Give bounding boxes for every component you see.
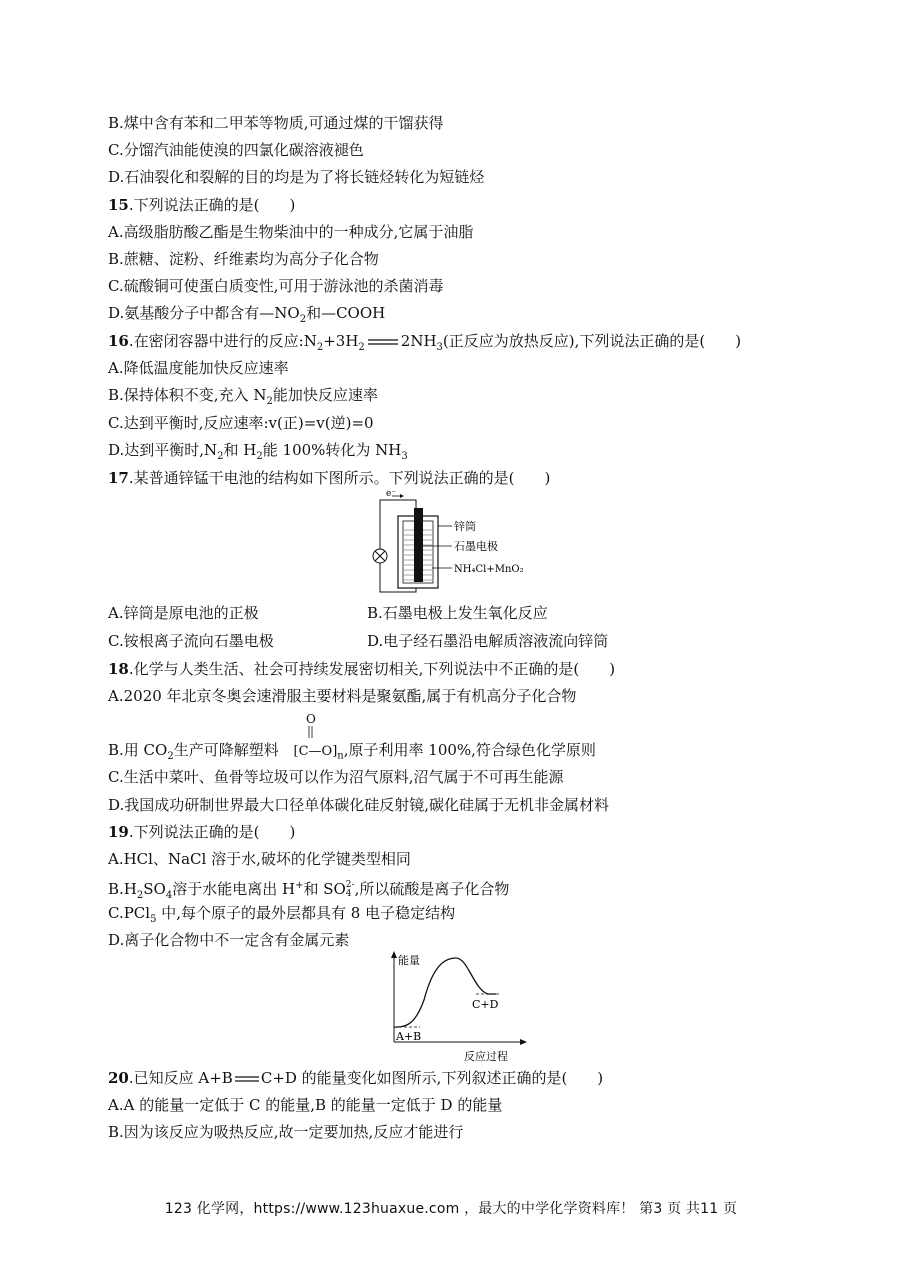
subscript: n <box>337 750 344 762</box>
subscript: 2 <box>217 451 224 462</box>
q19-option-c-text-2: 中,每个原子的最外层都具有 8 电子稳定结构 <box>156 904 456 922</box>
subscript: 2 <box>167 751 174 762</box>
q17-number: 17 <box>108 469 129 487</box>
q15-option-c: C.硫酸铜可使蛋白质变性,可用于游泳池的杀菌消毒 <box>108 277 444 295</box>
equilibrium-arrow-icon <box>366 336 400 348</box>
sulfate-charge <box>346 881 355 899</box>
q17-option-a: A.锌筒是原电池的正极 <box>108 604 259 622</box>
q19-number: 19 <box>108 823 129 841</box>
q18-option-a: A.2020 年北京冬奥会速滑服主要材料是聚氨酯,属于有机高分子化合物 <box>108 687 577 705</box>
products-label: C+D <box>472 998 499 1011</box>
q20-stem <box>108 1068 603 1088</box>
q18-stem-text: .化学与人类生活、社会可持续发展密切相关,下列说法中不正确的是( ) <box>128 660 616 678</box>
q17-stem-text: .某普通锌锰干电池的结构如下图所示。下列说法正确的是( ) <box>128 469 551 487</box>
graphite-label: 石墨电极 <box>454 540 498 553</box>
subscript: 4 <box>345 889 352 899</box>
q18-option-c: C.生活中菜叶、鱼骨等垃圾可以作为沼气原料,沼气属于不可再生能源 <box>108 768 564 786</box>
q15-stem <box>108 195 295 215</box>
q20-option-b: B.因为该反应为吸热反应,故一定要加热,反应才能进行 <box>108 1123 464 1141</box>
reaction-arrow-icon <box>234 1074 260 1084</box>
q16-stem-text-2: +3H <box>323 332 359 350</box>
subscript: 2 <box>256 451 263 462</box>
q20-number: 20 <box>108 1069 129 1087</box>
q16-stem-text-4: (正反应为放热反应),下列说法正确的是( ) <box>442 332 742 350</box>
q16-option-d-text-2: 和 H <box>223 441 257 459</box>
q18-number: 18 <box>108 660 129 678</box>
q16-option-d-text: D.达到平衡时,N <box>108 441 218 459</box>
q18-option-b-text-2: 生产可降解塑料 <box>173 741 279 759</box>
q19-option-b-text-5: ,所以硫酸是离子化合物 <box>354 880 510 898</box>
subscript: 2 <box>316 342 324 353</box>
electron-label: e⁻ <box>386 490 397 499</box>
carbonyl-oxygen: O <box>306 712 316 726</box>
q19-stem-text: .下列说法正确的是( ) <box>128 823 296 841</box>
q18-option-b-text: B.用 CO <box>108 741 168 759</box>
q19-option-b-text-3: 溶于水能电离出 H <box>172 880 296 898</box>
q16-option-d <box>108 440 408 467</box>
q16-option-c: C.达到平衡时,反应速率:v(正)=v(逆)=0 <box>108 414 374 432</box>
q16-option-a: A.降低温度能加快反应速率 <box>108 359 289 377</box>
q15-option-d <box>108 303 385 330</box>
q16-option-b <box>108 385 378 412</box>
q19-stem <box>108 822 295 842</box>
q18-option-d: D.我国成功研制世界最大口径单体碳化硅反射镜,碳化硅属于无机非金属材料 <box>108 796 610 814</box>
q16-option-b-text-2: 能加快反应速率 <box>272 386 378 404</box>
q19-option-b-text-4: 和 SO <box>303 880 346 898</box>
q16-stem <box>108 331 741 358</box>
polymer-formula-text: C—O <box>298 744 333 759</box>
superscript: + <box>295 880 304 891</box>
q20-stem-text: .已知反应 A+B <box>128 1069 233 1087</box>
reactants-label: A+B <box>396 1030 422 1043</box>
page-footer: 123 化学网，https://www.123huaxue.com ，最大的中学化学资料库！ 第3 页 共11 页 <box>164 1201 738 1217</box>
q19-option-c <box>108 903 455 930</box>
q19-option-b <box>108 876 509 906</box>
q15-stem-text: .下列说法正确的是( ) <box>128 196 296 214</box>
subscript: 2 <box>358 342 365 353</box>
q18-option-b-text-3: ,原子利用率 100%,符合绿色化学原则 <box>343 741 596 759</box>
subscript: 2 <box>136 890 144 901</box>
q19-option-b-text: B.H <box>108 880 137 898</box>
q18-stem <box>108 659 615 679</box>
q17-stem <box>108 468 550 488</box>
q15-option-b: B.蔗糖、淀粉、纤维素均为高分子化合物 <box>108 250 379 268</box>
q17-option-b: B.石墨电极上发生氧化反应 <box>367 604 548 622</box>
zinc-can-label: 锌筒 <box>454 520 476 533</box>
q19-option-d: D.离子化合物中不一定含有金属元素 <box>108 931 350 949</box>
energy-axis-label: 能量 <box>398 954 420 967</box>
superscript: 2- <box>345 880 355 890</box>
q16-number: 16 <box>108 332 129 350</box>
subscript: 3 <box>436 342 443 353</box>
q20-stem-text-2: C+D 的能量变化如图所示,下列叙述正确的是( ) <box>260 1069 604 1087</box>
q19-option-c-text: C.PCl <box>108 904 151 922</box>
battery-diagram <box>370 490 540 595</box>
q18-option-b <box>108 740 596 767</box>
q20-option-a: A.A 的能量一定低于 C 的能量,B 的能量一定低于 D 的能量 <box>108 1096 503 1114</box>
double-bond-icon <box>307 726 315 740</box>
q19-option-b-text-2: SO <box>143 880 166 898</box>
q16-stem-text: .在密闭容器中进行的反应:N <box>128 332 317 350</box>
q15-option-d-text: D.氨基酸分子中都含有—NO <box>108 304 300 322</box>
polymer-formula: $[C—O]_n$ <box>293 744 344 762</box>
q15-number: 15 <box>108 196 129 214</box>
q16-option-b-text: B.保持体积不变,充入 N <box>108 386 267 404</box>
paste-label: NH₄Cl+MnO₂ <box>454 564 524 575</box>
energy-diagram <box>380 950 530 1065</box>
q16-stem-text-3: 2NH <box>400 332 437 350</box>
subscript: 3 <box>401 451 408 462</box>
subscript: 5 <box>150 914 157 925</box>
q17-option-d: D.电子经石墨沿电解质溶液流向锌筒 <box>367 632 609 650</box>
q17-option-c: C.铵根离子流向石墨电极 <box>108 632 274 650</box>
subscript: 2 <box>266 396 273 407</box>
reaction-axis-label: 反应过程 <box>464 1050 508 1063</box>
q15-option-a: A.高级脂肪酸乙酯是生物柴油中的一种成分,它属于油脂 <box>108 223 474 241</box>
q14-option-b: B.煤中含有苯和二甲苯等物质,可通过煤的干馏获得 <box>108 114 444 132</box>
q19-option-a: A.HCl、NaCl 溶于水,破坏的化学键类型相同 <box>108 850 411 868</box>
q14-option-c: C.分馏汽油能使溴的四氯化碳溶液褪色 <box>108 141 364 159</box>
q15-option-d-text-2: 和—COOH <box>306 304 386 322</box>
q16-option-d-text-3: 能 100%转化为 NH <box>262 441 402 459</box>
subscript: 4 <box>165 890 173 901</box>
subscript: 2 <box>299 314 307 325</box>
q14-option-d: D.石油裂化和裂解的目的均是为了将长链烃转化为短链烃 <box>108 168 485 186</box>
